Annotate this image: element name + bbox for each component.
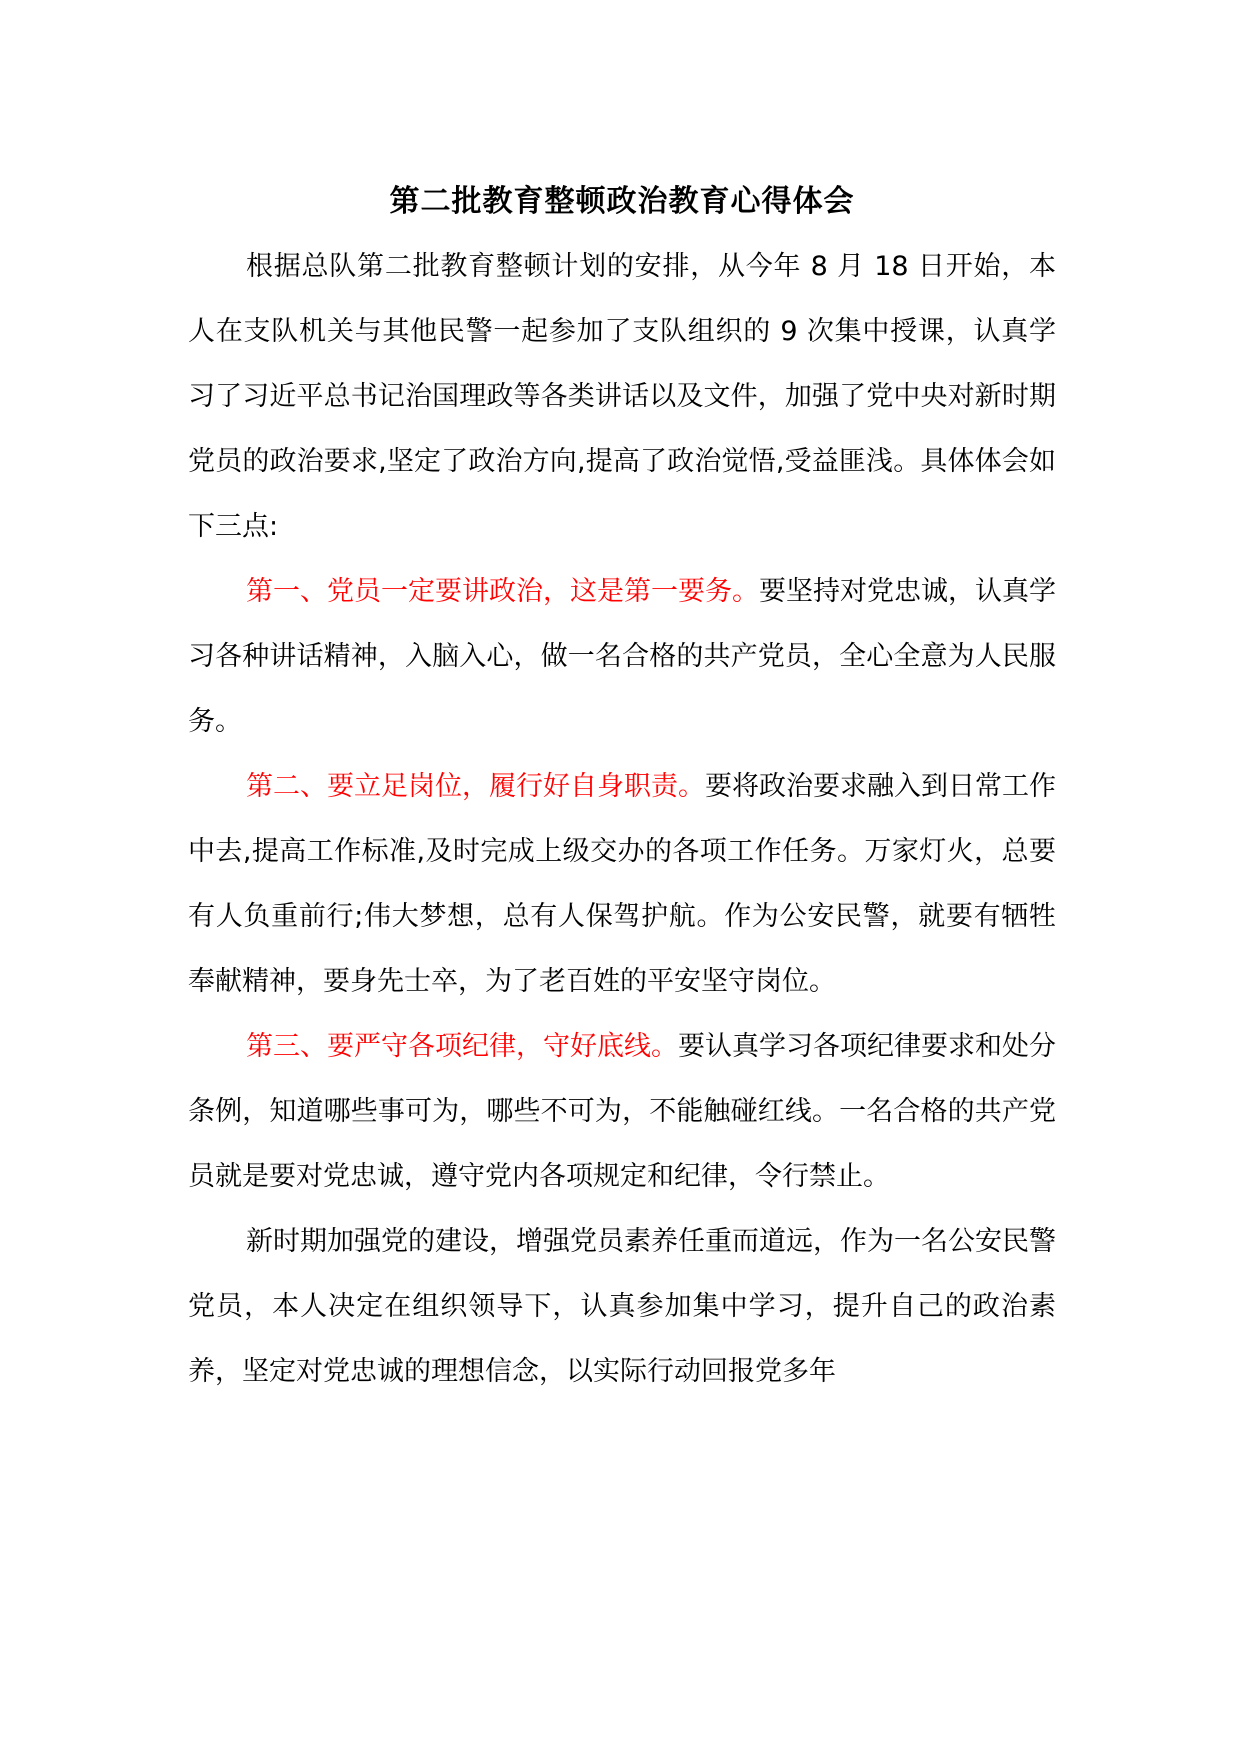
paragraph-text: 根据总队第二批教育整顿计划的安排，从今年 8 月 18 日开始，本人在支队机关与其他民警一起参加了支队组织的 9 次集中授课，认真学习了习近平总书记治国理政等各类讲话以及文件，加强了党中央对新时期党员的政治要求,坚定了政治方向,提高了政治觉悟,受益匪浅。具体体会如下三点: <box>188 251 1056 542</box>
paragraph-point-two <box>188 754 1056 1014</box>
paragraph-highlight: 第一、党员一定要讲政治，这是第一要务。 <box>246 576 759 607</box>
paragraph-conclusion <box>188 1209 1056 1404</box>
paragraph-highlight: 第三、要严守各项纪律，守好底线。 <box>246 1031 678 1062</box>
paragraph-highlight: 第二、要立足岗位，履行好自身职责。 <box>246 771 705 802</box>
paragraph-text: 要将政治要求融入到日常工作中去,提高工作标准,及时完成上级交办的各项工作任务。万家灯火，总要有人负重前行;伟大梦想，总有人保驾护航。作为公安民警，就要有牺牲奉献精神，要身先士卒，为了老百姓的平安坚守岗位。 <box>188 771 1056 997</box>
paragraph-text: 要认真学习各项纪律要求和处分条例，知道哪些事可为，哪些不可为，不能触碰红线。一名合格的共产党员就是要对党忠诚，遵守党内各项规定和纪律，令行禁止。 <box>188 1031 1056 1192</box>
paragraph-text: 要坚持对党忠诚，认真学习各种讲话精神，入脑入心，做一名合格的共产党员，全心全意为人民服务。 <box>188 576 1056 737</box>
document-title: 第二批教育整顿政治教育心得体会 <box>389 184 855 219</box>
paragraph-text: 新时期加强党的建设，增强党员素养任重而道远，作为一名公安民警党员，本人决定在组织领导下，认真参加集中学习，提升自己的政治素养，坚定对党忠诚的理想信念，以实际行动回报党多年 <box>188 1226 1056 1387</box>
paragraph-point-one <box>188 559 1056 754</box>
paragraph-intro <box>188 234 1056 559</box>
paragraph-point-three <box>188 1014 1056 1209</box>
document-page <box>188 178 1056 1404</box>
